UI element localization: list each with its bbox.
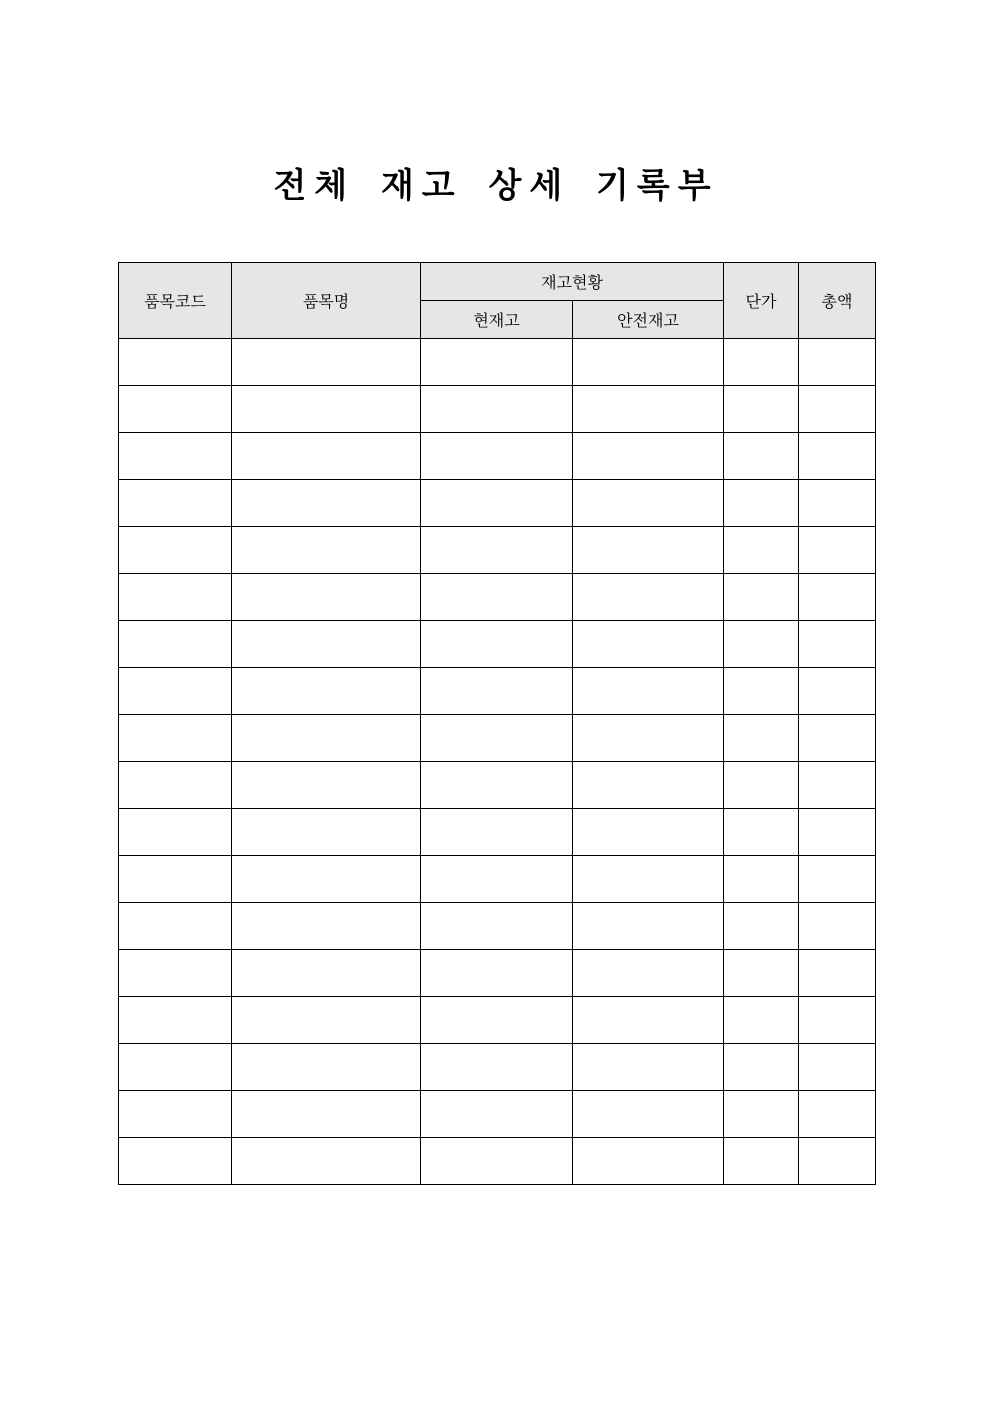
- header-stock-status: 재고현황: [421, 263, 724, 301]
- total-amount-cell[interactable]: [799, 903, 876, 950]
- item-code-cell[interactable]: [119, 1138, 232, 1185]
- item-name-cell[interactable]: [232, 386, 421, 433]
- item-code-cell[interactable]: [119, 386, 232, 433]
- current-stock-cell[interactable]: [421, 480, 573, 527]
- table-row: [119, 1044, 876, 1091]
- item-name-cell[interactable]: [232, 856, 421, 903]
- total-amount-cell[interactable]: [799, 339, 876, 386]
- total-amount-cell[interactable]: [799, 1044, 876, 1091]
- safety-stock-cell[interactable]: [573, 1091, 724, 1138]
- current-stock-cell[interactable]: [421, 668, 573, 715]
- item-code-cell[interactable]: [119, 809, 232, 856]
- current-stock-cell[interactable]: [421, 950, 573, 997]
- safety-stock-cell[interactable]: [573, 715, 724, 762]
- item-name-cell[interactable]: [232, 433, 421, 480]
- unit-price-cell[interactable]: [724, 903, 799, 950]
- current-stock-cell[interactable]: [421, 809, 573, 856]
- item-name-cell[interactable]: [232, 809, 421, 856]
- item-name-cell[interactable]: [232, 668, 421, 715]
- item-code-cell[interactable]: [119, 621, 232, 668]
- total-amount-cell[interactable]: [799, 856, 876, 903]
- current-stock-cell[interactable]: [421, 997, 573, 1044]
- table-row: [119, 950, 876, 997]
- safety-stock-cell[interactable]: [573, 480, 724, 527]
- total-amount-cell[interactable]: [799, 762, 876, 809]
- item-code-cell[interactable]: [119, 856, 232, 903]
- total-amount-cell[interactable]: [799, 480, 876, 527]
- item-name-cell[interactable]: [232, 527, 421, 574]
- item-code-cell[interactable]: [119, 480, 232, 527]
- table-row: [119, 339, 876, 386]
- safety-stock-cell[interactable]: [573, 809, 724, 856]
- current-stock-cell[interactable]: [421, 903, 573, 950]
- table-row: [119, 809, 876, 856]
- header-total-amount: 총액: [799, 263, 876, 339]
- unit-price-cell[interactable]: [724, 809, 799, 856]
- total-amount-cell[interactable]: [799, 527, 876, 574]
- total-amount-cell[interactable]: [799, 1138, 876, 1185]
- item-name-cell[interactable]: [232, 903, 421, 950]
- unit-price-cell[interactable]: [724, 621, 799, 668]
- total-amount-cell[interactable]: [799, 668, 876, 715]
- item-code-cell[interactable]: [119, 715, 232, 762]
- item-code-cell[interactable]: [119, 433, 232, 480]
- table-body: [119, 339, 876, 1185]
- unit-price-cell[interactable]: [724, 668, 799, 715]
- item-code-cell[interactable]: [119, 903, 232, 950]
- item-name-cell[interactable]: [232, 1138, 421, 1185]
- item-code-cell[interactable]: [119, 1091, 232, 1138]
- table-row: [119, 903, 876, 950]
- total-amount-cell[interactable]: [799, 997, 876, 1044]
- header-row-top: [119, 263, 876, 301]
- current-stock-cell[interactable]: [421, 1091, 573, 1138]
- table-row: [119, 433, 876, 480]
- unit-price-cell[interactable]: [724, 950, 799, 997]
- safety-stock-cell[interactable]: [573, 527, 724, 574]
- table-row: [119, 621, 876, 668]
- unit-price-cell[interactable]: [724, 527, 799, 574]
- safety-stock-cell[interactable]: [573, 856, 724, 903]
- safety-stock-cell[interactable]: [573, 997, 724, 1044]
- item-name-cell[interactable]: [232, 715, 421, 762]
- safety-stock-cell[interactable]: [573, 339, 724, 386]
- header-current-stock: 현재고: [421, 301, 573, 339]
- table-row: [119, 1138, 876, 1185]
- safety-stock-cell[interactable]: [573, 668, 724, 715]
- safety-stock-cell[interactable]: [573, 903, 724, 950]
- unit-price-cell[interactable]: [724, 386, 799, 433]
- total-amount-cell[interactable]: [799, 1091, 876, 1138]
- safety-stock-cell[interactable]: [573, 1138, 724, 1185]
- total-amount-cell[interactable]: [799, 715, 876, 762]
- unit-price-cell[interactable]: [724, 997, 799, 1044]
- item-code-cell[interactable]: [119, 1044, 232, 1091]
- unit-price-cell[interactable]: [724, 715, 799, 762]
- item-name-cell[interactable]: [232, 997, 421, 1044]
- current-stock-cell[interactable]: [421, 386, 573, 433]
- item-name-cell[interactable]: [232, 1091, 421, 1138]
- safety-stock-cell[interactable]: [573, 433, 724, 480]
- unit-price-cell[interactable]: [724, 433, 799, 480]
- item-name-cell[interactable]: [232, 480, 421, 527]
- table-row: [119, 386, 876, 433]
- item-name-cell[interactable]: [232, 621, 421, 668]
- current-stock-cell[interactable]: [421, 715, 573, 762]
- table-row: [119, 574, 876, 621]
- total-amount-cell[interactable]: [799, 809, 876, 856]
- table-row: [119, 762, 876, 809]
- safety-stock-cell[interactable]: [573, 386, 724, 433]
- total-amount-cell[interactable]: [799, 621, 876, 668]
- item-name-cell[interactable]: [232, 339, 421, 386]
- current-stock-cell[interactable]: [421, 762, 573, 809]
- inventory-table: [118, 262, 876, 1185]
- table-row: [119, 1091, 876, 1138]
- total-amount-cell[interactable]: [799, 574, 876, 621]
- table-row: [119, 668, 876, 715]
- total-amount-cell[interactable]: [799, 950, 876, 997]
- unit-price-cell[interactable]: [724, 762, 799, 809]
- unit-price-cell[interactable]: [724, 480, 799, 527]
- safety-stock-cell[interactable]: [573, 1044, 724, 1091]
- safety-stock-cell[interactable]: [573, 574, 724, 621]
- current-stock-cell[interactable]: [421, 1044, 573, 1091]
- table-row: [119, 856, 876, 903]
- item-code-cell[interactable]: [119, 527, 232, 574]
- total-amount-cell[interactable]: [799, 433, 876, 480]
- table-row: [119, 997, 876, 1044]
- current-stock-cell[interactable]: [421, 856, 573, 903]
- header-item-name: 품목명: [232, 263, 421, 339]
- unit-price-cell[interactable]: [724, 1138, 799, 1185]
- item-code-cell[interactable]: [119, 339, 232, 386]
- safety-stock-cell[interactable]: [573, 621, 724, 668]
- header-item-code: 품목코드: [119, 263, 232, 339]
- unit-price-cell[interactable]: [724, 574, 799, 621]
- item-name-cell[interactable]: [232, 762, 421, 809]
- table-row: [119, 715, 876, 762]
- item-code-cell[interactable]: [119, 668, 232, 715]
- current-stock-cell[interactable]: [421, 574, 573, 621]
- item-code-cell[interactable]: [119, 574, 232, 621]
- safety-stock-cell[interactable]: [573, 762, 724, 809]
- current-stock-cell[interactable]: [421, 433, 573, 480]
- header-unit-price: 단가: [724, 263, 799, 339]
- safety-stock-cell[interactable]: [573, 950, 724, 997]
- item-code-cell[interactable]: [119, 950, 232, 997]
- item-code-cell[interactable]: [119, 997, 232, 1044]
- current-stock-cell[interactable]: [421, 621, 573, 668]
- unit-price-cell[interactable]: [724, 856, 799, 903]
- table-row: [119, 480, 876, 527]
- unit-price-cell[interactable]: [724, 1091, 799, 1138]
- unit-price-cell[interactable]: [724, 339, 799, 386]
- document-title: 전체 재고 상세 기록부: [273, 166, 719, 206]
- item-name-cell[interactable]: [232, 950, 421, 997]
- unit-price-cell[interactable]: [724, 1044, 799, 1091]
- current-stock-cell[interactable]: [421, 1138, 573, 1185]
- current-stock-cell[interactable]: [421, 339, 573, 386]
- total-amount-cell[interactable]: [799, 386, 876, 433]
- item-name-cell[interactable]: [232, 1044, 421, 1091]
- current-stock-cell[interactable]: [421, 527, 573, 574]
- item-name-cell[interactable]: [232, 574, 421, 621]
- header-safety-stock: 안전재고: [573, 301, 724, 339]
- table-row: [119, 527, 876, 574]
- table-header: [119, 263, 876, 339]
- item-code-cell[interactable]: [119, 762, 232, 809]
